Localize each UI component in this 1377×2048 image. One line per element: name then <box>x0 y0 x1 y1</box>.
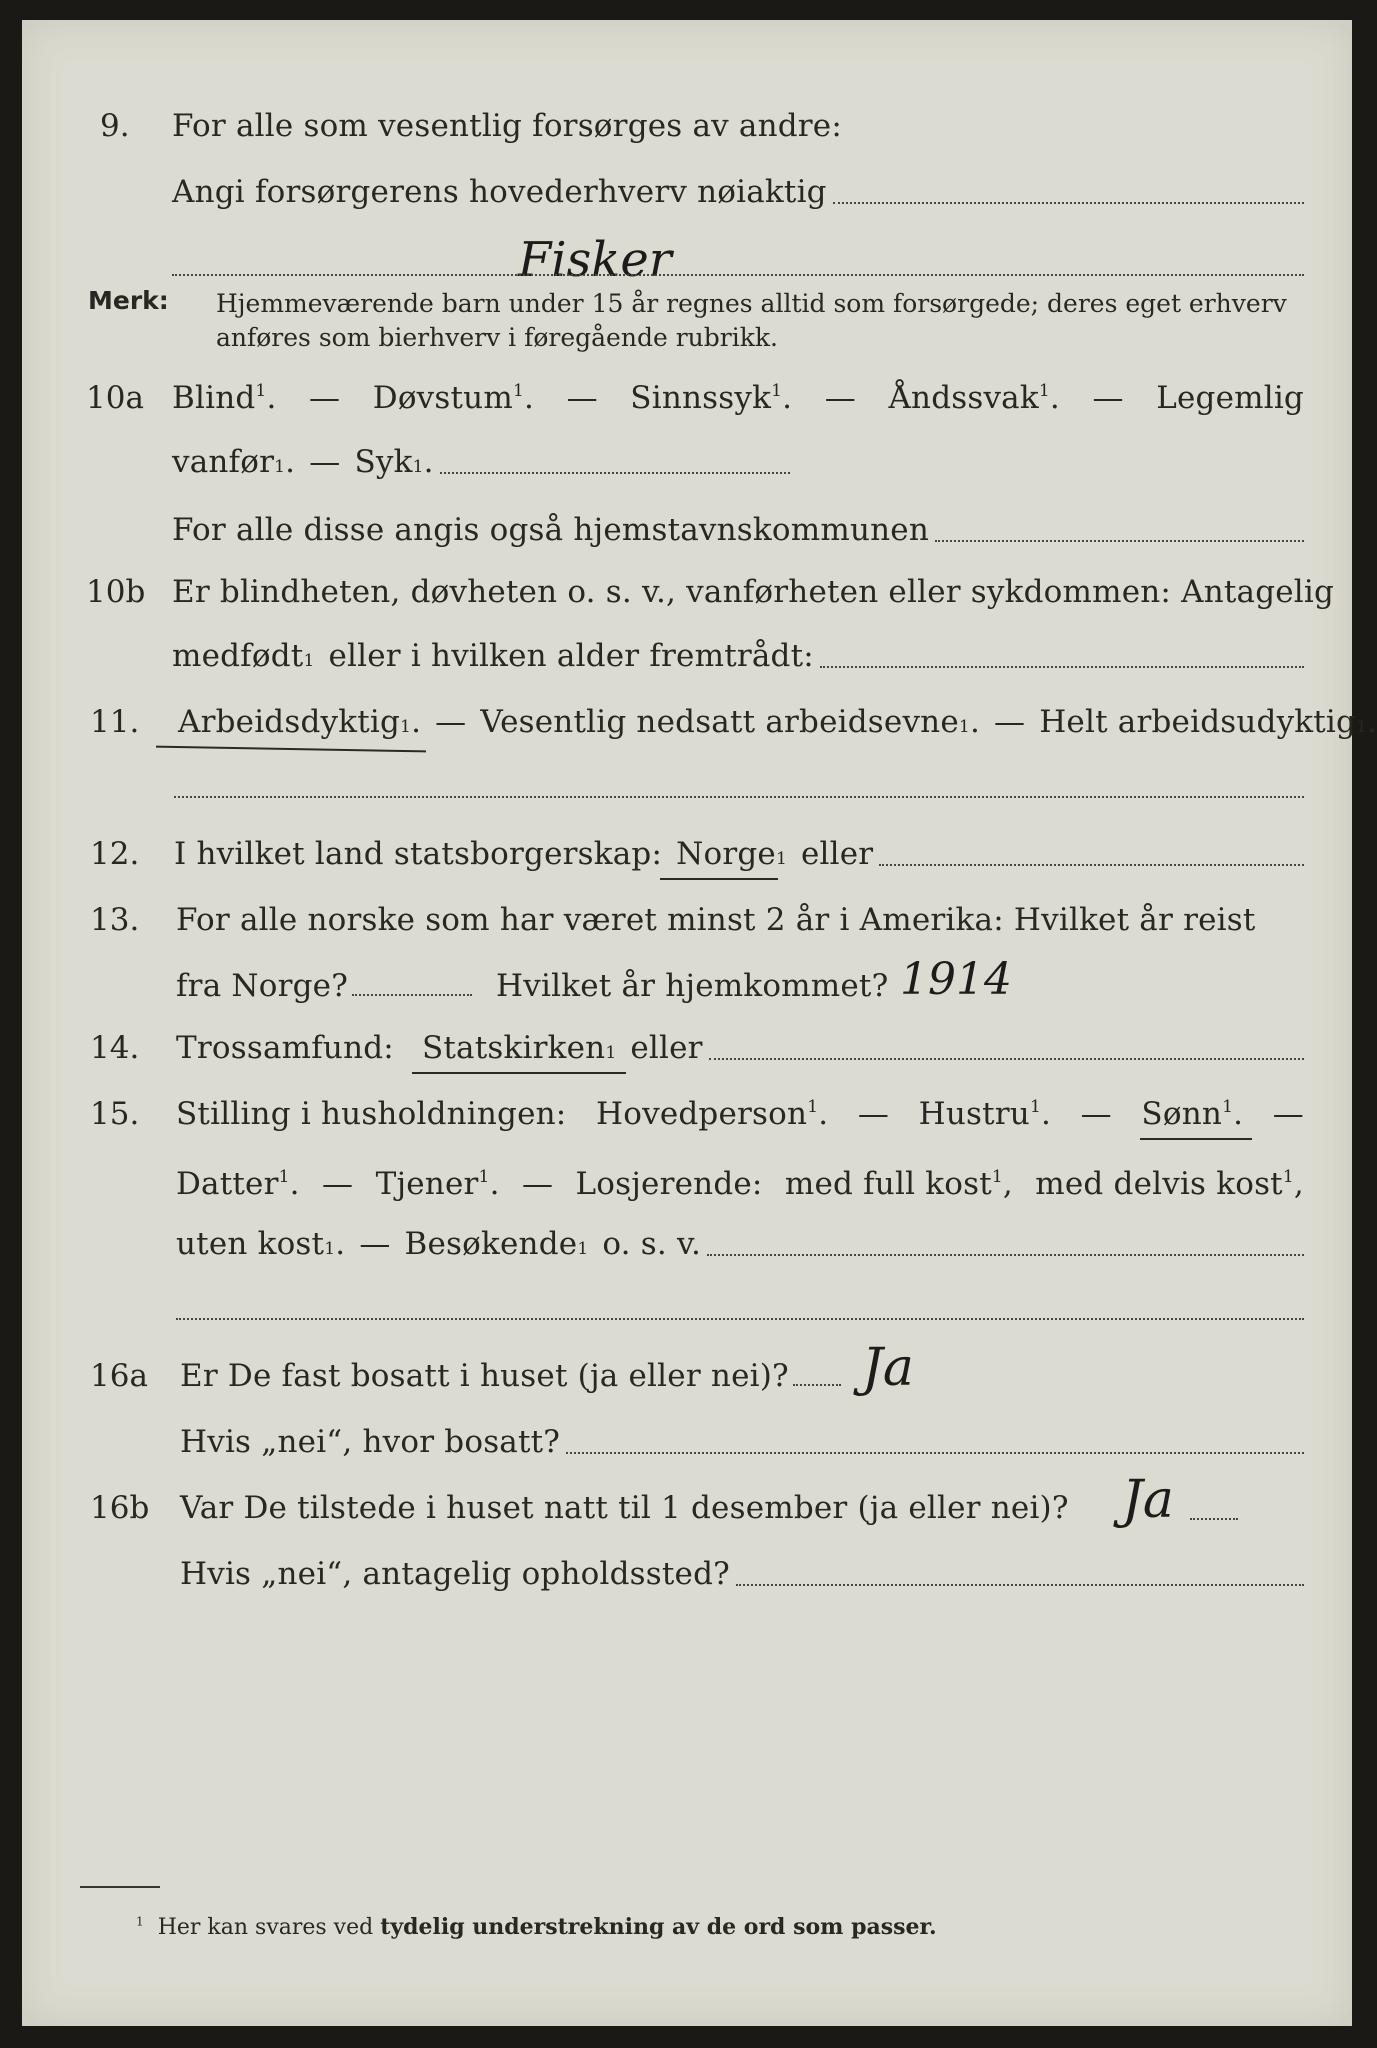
q9-line1-text: For alle som vesentlig forsørges av andre: <box>172 108 842 144</box>
q16b-line2 <box>180 1556 1304 1592</box>
q16b-line2-text: Hvis „nei“, antagelig opholdssted? <box>180 1556 730 1592</box>
q11-dotline <box>174 796 1304 798</box>
footnote-text2: tydelig understrekning av de ord som passer. <box>380 1914 937 1940</box>
q15-uten-kost: uten kost <box>176 1226 325 1262</box>
q10a-syk-dotline <box>440 472 790 474</box>
q15-hustru-text: Hustru <box>918 1096 1030 1132</box>
q10b-line1 <box>172 574 1334 610</box>
q11-line: Arbeidsdyktig 1 . — Vesentlig nedsatt arbeidsevne 1 . — Helt arbeidsudyktig 1 . <box>178 704 1377 740</box>
q10a-hjemstavn-dotline <box>935 540 1304 542</box>
q15-besokende: Besøkende <box>404 1226 578 1262</box>
q13-reist-dotline <box>352 994 472 996</box>
q10b-alder: eller i hvilken alder fremtrådt: <box>328 638 814 674</box>
q15-hustru: Hustru$^1$. <box>918 1096 1052 1132</box>
q15-losjerende: Losjerende: <box>575 1166 763 1202</box>
q15-dotline <box>707 1254 1304 1256</box>
q15-sonn-underline <box>1140 1138 1252 1140</box>
q15-line1: Stilling i husholdningen: Hovedperson$^1$. — Hustru$^1$. — Sønn$^1$. — <box>176 1096 1304 1132</box>
footnote-text1: Her kan svares ved <box>157 1915 374 1940</box>
footnote-mark: 1 <box>136 1914 144 1929</box>
q15-hovedperson: Hovedperson$^1$. <box>596 1096 829 1132</box>
q15-full-kost-text: med full kost <box>784 1166 992 1202</box>
q16b-handwritten-answer: Ja <box>1122 1470 1174 1530</box>
q16a-answer-dotline <box>793 1384 841 1386</box>
q9-line2-text: Angi forsørgerens hovederhverv nøiaktig <box>172 174 827 210</box>
q15-stilling: Stilling i husholdningen: <box>176 1096 567 1132</box>
q11-nedsatt: Vesentlig nedsatt arbeidsevne <box>480 704 959 740</box>
q10a-blind: Blind$^1$. <box>172 380 277 416</box>
q15-line2: Datter$^1$. — Tjener$^1$. — Losjerende: med full kost$^1$, med delvis kost$^1$, <box>176 1166 1304 1202</box>
q10a-line3-text: For alle disse angis også hjemstavnskommunen <box>172 512 929 548</box>
footnote-rule <box>80 1886 160 1888</box>
q16a-handwritten-answer: Ja <box>862 1338 914 1398</box>
merk-note-line1: Hjemmeværende barn under 15 år regnes alltid som forsørgede; deres eget erhverv <box>216 289 1287 318</box>
q15-osv: o. s. v. <box>602 1226 702 1262</box>
q10a-syk: Syk <box>354 444 413 480</box>
q10a-line2: vanfør 1 . — Syk 1 . <box>172 444 790 480</box>
q9-number: 9. <box>100 108 130 144</box>
q12-text: I hvilket land statsborgerskap: <box>174 836 663 872</box>
q10a-vanfor: vanfør <box>172 444 275 480</box>
q13-handwritten-year: 1914 <box>900 954 1012 1005</box>
q10a-sinnssyk-text: Sinnssyk <box>630 380 772 416</box>
q9-line1 <box>172 108 842 144</box>
q13-hjemkommet: Hvilket år hjemkommet? <box>496 968 889 1004</box>
q12-number: 12. <box>90 836 140 872</box>
q11-arbeidsdyktig: Arbeidsdyktig <box>178 704 401 740</box>
q10b-line2: medfødt 1 eller i hvilken alder fremtrådt: <box>172 638 1304 674</box>
q11-number: 11. <box>90 704 140 740</box>
q14-eller: eller <box>630 1030 703 1066</box>
q13-line1-text: For alle norske som har været minst 2 år i Amerika: Hvilket år reist <box>176 902 1256 938</box>
q15-delvis-kost: med delvis kost$^1$, <box>1035 1166 1304 1202</box>
q12-dotline <box>879 864 1304 866</box>
q16b-line1-text: Var De tilstede i huset natt til 1 desember (ja eller nei)? <box>180 1490 1069 1526</box>
merk-label: Merk: <box>88 286 169 315</box>
q13-line1 <box>176 902 1304 938</box>
q9-dotline-2 <box>172 274 1304 276</box>
q10a-legemlig: Legemlig <box>1156 380 1304 416</box>
q10a-dovstum-text: Døvstum <box>372 380 513 416</box>
q10b-dotline <box>820 666 1304 668</box>
q15-dotline-2 <box>176 1318 1304 1320</box>
q16a-line2-text: Hvis „nei“, hvor bosatt? <box>180 1424 561 1460</box>
q10b-line1-text: Er blindheten, døvheten o. s. v., vanførheten eller sykdommen: Antagelig <box>172 574 1335 610</box>
q10a-line1: Blind$^1$. — Døvstum$^1$. — Sinnssyk$^1$. — Åndssvak$^1$. — Legemlig <box>172 380 1304 416</box>
q10a-andssvak: Åndssvak$^1$. <box>888 380 1060 416</box>
q16a-number: 16a <box>90 1358 148 1394</box>
merk-note-line2: anføres som bierhverv i føregående rubrikk. <box>216 323 778 352</box>
q9-handwritten-answer: Fisker <box>518 232 672 288</box>
q16b-number: 16b <box>90 1490 150 1526</box>
q10b-medfodt: medfødt <box>172 638 304 674</box>
q15-tjener-text: Tjener <box>375 1166 479 1202</box>
q9-answer-dotline <box>833 202 1304 204</box>
q16b-dotline <box>736 1584 1304 1586</box>
q16a-line2 <box>180 1424 1304 1460</box>
q10b-number: 10b <box>86 574 146 610</box>
q15-delvis-kost-text: med delvis kost <box>1035 1166 1283 1202</box>
q14-statskirken: Statskirken <box>421 1030 606 1066</box>
q15-sonn-text: Sønn <box>1141 1096 1223 1132</box>
q10a-line3 <box>172 512 1304 548</box>
q16b-answer-dotline <box>1190 1518 1238 1520</box>
q12-eller: eller <box>800 836 874 872</box>
q13-line2 <box>176 968 888 1004</box>
footnote <box>136 1914 937 1940</box>
q14-number: 14. <box>90 1030 140 1066</box>
q15-sonn: Sønn$^1$. <box>1141 1096 1244 1132</box>
q14-underline-mark <box>412 1072 626 1074</box>
merk-note <box>216 287 1287 355</box>
q10a-number: 10a <box>86 380 144 416</box>
q16a-line1 <box>180 1358 841 1394</box>
q16a-dotline <box>566 1452 1304 1454</box>
q15-datter-text: Datter <box>176 1166 279 1202</box>
q12-norge: Norge <box>676 836 776 872</box>
q14-dotline <box>709 1058 1304 1060</box>
q13-fra-norge: fra Norge? <box>176 968 349 1004</box>
q15-line3: uten kost 1 . — Besøkende 1 o. s. v. <box>176 1226 1304 1262</box>
q15-tjener: Tjener$^1$. <box>375 1166 500 1202</box>
q15-hovedperson-text: Hovedperson <box>596 1096 808 1132</box>
q10a-dovstum: Døvstum$^1$. <box>372 380 535 416</box>
q16b-line1 <box>180 1490 1069 1526</box>
q12-norge-underline <box>660 878 778 880</box>
q15-datter: Datter$^1$. <box>176 1166 300 1202</box>
q15-full-kost: med full kost$^1$, <box>784 1166 1013 1202</box>
q13-number: 13. <box>90 902 140 938</box>
q10a-andssvak-text: Åndssvak <box>888 380 1039 416</box>
q10a-blind-text: Blind <box>172 380 256 416</box>
q14-line: Trossamfund: Statskirken 1 eller <box>176 1030 1304 1066</box>
q11-udyktig: Helt arbeidsudyktig <box>1039 704 1357 740</box>
q10a-sinnssyk: Sinnssyk$^1$. <box>630 380 793 416</box>
q16a-line1-text: Er De fast bosatt i huset (ja eller nei)? <box>180 1358 789 1394</box>
q12-line: I hvilket land statsborgerskap: Norge 1 eller <box>174 836 1304 872</box>
q15-number: 15. <box>90 1096 140 1132</box>
q9-line2 <box>172 174 1304 210</box>
q14-text: Trossamfund: <box>176 1030 394 1066</box>
